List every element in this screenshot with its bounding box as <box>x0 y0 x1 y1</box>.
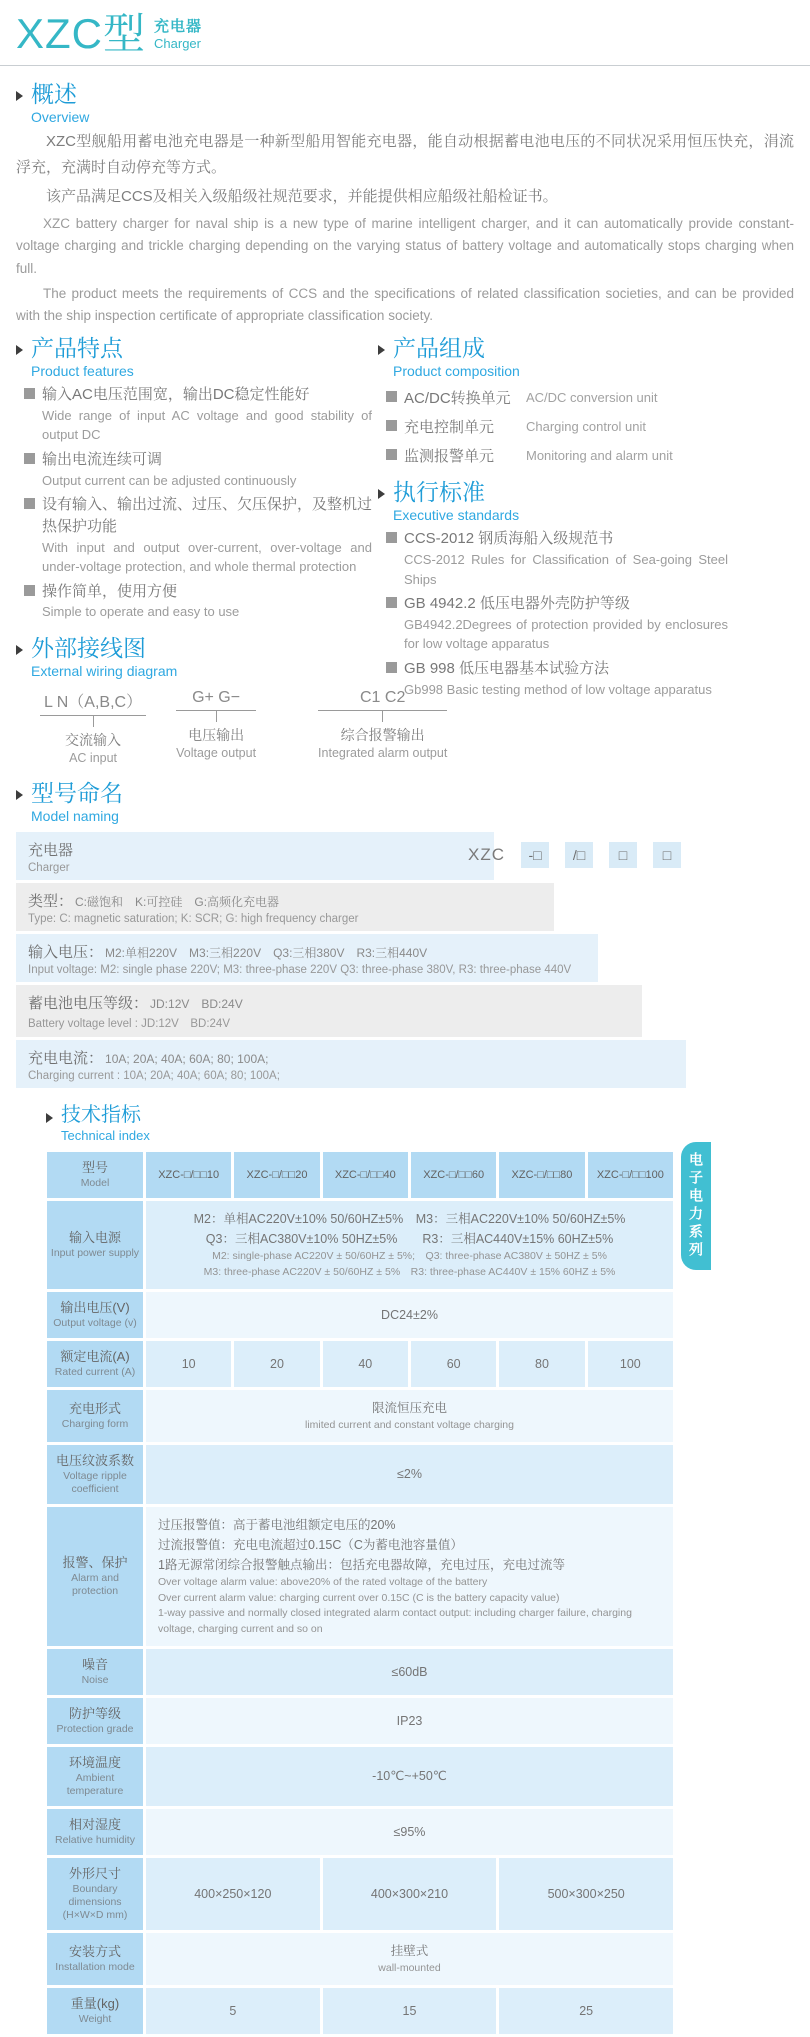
tech-row-label-en: Input power supply <box>50 1247 140 1260</box>
tech-row-label-cn: 安装方式 <box>68 1944 121 1960</box>
tech-row-label-en: Output voltage (v) <box>53 1316 137 1329</box>
overview-heading-en: Overview <box>31 109 90 126</box>
bullet-square-icon <box>386 597 397 608</box>
tech-row-label <box>47 1858 143 1930</box>
tech-cell-text-cn: 80 <box>535 1356 549 1371</box>
standard-cn-line <box>386 528 728 550</box>
standard-item <box>386 593 728 654</box>
feature-en-text: Output current can be adjusted continuously <box>42 472 297 488</box>
tech-table-body <box>47 1152 673 2034</box>
feature-cn-text: 输出电流连续可调 <box>42 450 163 468</box>
feature-cn-line <box>24 449 372 471</box>
tech-table-cell <box>234 1152 319 1198</box>
right-column <box>378 336 728 765</box>
tech-table-cell <box>499 1988 673 2034</box>
wiring-terminal <box>176 689 256 760</box>
tech-row-label <box>47 1988 143 2034</box>
naming-label-cn: 充电器 <box>28 842 74 860</box>
naming-heading-cn: 型号命名 <box>31 780 123 807</box>
tech-row-label <box>47 1747 143 1806</box>
tech-row-label-en: Installation mode <box>55 1961 135 1974</box>
bullet-square-icon <box>24 453 35 464</box>
tech-table-cell <box>146 1507 673 1646</box>
features-heading-cn: 产品特点 <box>31 334 123 361</box>
standard-item <box>386 528 728 589</box>
standard-item <box>386 658 728 699</box>
section-marker-icon <box>16 91 23 101</box>
tech-row-label-cn: 外形尺寸 <box>68 1866 121 1882</box>
terminal-label-cn: 电压输出 <box>188 727 245 744</box>
overview-paragraph: 该产品满足CCS及相关入级船级社规范要求，并能提供相应船级社船检证书。 <box>46 187 558 205</box>
standards-heading-en: Executive standards <box>393 507 520 524</box>
model-code-row <box>468 842 681 868</box>
tech-cell-text-cn: ≤60dB <box>391 1664 428 1679</box>
naming-detail-cn: M2:单相220V M3:三相220V Q3:三相380V R3:三相440V <box>105 946 428 961</box>
naming-row-line <box>28 839 482 860</box>
tech-table-cell <box>146 1649 673 1695</box>
composition-en-text: Monitoring and alarm unit <box>526 448 673 464</box>
naming-detail-cn: 10A; 20A; 40A; 60A; 80; 100A; <box>105 1052 269 1067</box>
features-heading-en: Product features <box>31 363 134 380</box>
tech-table-cell <box>499 1858 673 1930</box>
tech-table-cell <box>323 1988 497 2034</box>
naming-detail-cn: JD:12V BD:24V <box>150 997 243 1012</box>
section-tech-heading <box>46 1104 810 1143</box>
tech-row-label-cn: 充电形式 <box>68 1400 121 1416</box>
feature-en-text: Simple to operate and easy to use <box>42 604 240 620</box>
tech-row-label-en: Charging form <box>61 1417 129 1430</box>
feature-cn-text: 输入AC电压范围宽，输出DC稳定性能好 <box>42 386 310 404</box>
tech-table-row <box>47 1341 673 1387</box>
bullet-square-icon <box>24 498 35 509</box>
tech-row-label-cn: 报警、保护 <box>62 1554 128 1570</box>
tech-table-cell <box>146 1988 320 2034</box>
tech-row-label-en: Alarm and protection <box>71 1571 119 1597</box>
tech-table-cell <box>146 1341 231 1387</box>
section-marker-icon <box>16 645 23 655</box>
tech-cell-text-cn: IP23 <box>396 1713 423 1728</box>
tech-table-row <box>47 1507 673 1646</box>
tech-cell-text-cn: 过流报警值：充电电流超过0.15C（C为蓄电池容量值） <box>158 1537 463 1552</box>
bullet-square-icon <box>24 388 35 399</box>
terminal-code: G+ G− <box>176 689 256 711</box>
standard-cn-text: GB 998 低压电器基本试验方法 <box>404 659 610 677</box>
tech-cell-text-cn: 500×300×250 <box>547 1887 625 1902</box>
model-code-token: □ <box>609 842 637 868</box>
tech-cell-text-cn: 100 <box>619 1356 641 1371</box>
tech-cell-text-cn: 400×300×210 <box>370 1887 449 1902</box>
naming-label-cn: 蓄电池电压等级： <box>28 995 149 1013</box>
tech-table-cell <box>323 1152 408 1198</box>
tech-table-cell <box>146 1445 673 1504</box>
feature-item <box>24 581 372 622</box>
standards-heading-cn: 执行标准 <box>393 479 485 506</box>
series-side-tab: 电子电力系列 <box>681 1142 711 1270</box>
tech-row-label-cn: 噪音 <box>81 1656 108 1672</box>
overview-heading-cn: 概述 <box>31 81 77 108</box>
standard-cn-text: CCS-2012 钢质海船入级规范书 <box>404 530 614 548</box>
naming-en: Type: C: magnetic saturation; K: SCR; G: high frequency charger <box>28 913 359 926</box>
tech-cell-text-cn: ≤95% <box>393 1825 426 1840</box>
composition-cn-text: 充电控制单元 <box>404 419 495 437</box>
tech-table-cell <box>146 1292 673 1338</box>
section-marker-icon <box>378 345 385 355</box>
tech-table-row <box>47 1649 673 1695</box>
tech-row-label <box>47 1809 143 1855</box>
tech-table-cell <box>146 1809 673 1855</box>
model-naming-row <box>16 883 554 931</box>
feature-cn-text: 操作简单，使用方便 <box>42 582 178 600</box>
naming-detail-cn: C:磁饱和 K:可控硅 G:高频化充电器 <box>75 895 280 910</box>
tech-row-label-en: Rated current (A) <box>54 1365 136 1378</box>
tech-row-label-en: Noise <box>81 1673 109 1686</box>
tech-row-label <box>47 1698 143 1744</box>
tech-cell-text-cn: Q3：三相AC380V±10% 50HZ±5% R3：三相AC440V±15% 60HZ±5% <box>205 1232 614 1247</box>
composition-list <box>378 387 728 466</box>
section-marker-icon <box>378 489 385 499</box>
feature-cn-text: 设有输入、输出过流、过压、欠压保护，及整机过热保护功能 <box>42 496 373 535</box>
tech-row-label <box>47 1390 143 1442</box>
tech-cell-text-cn: XZC-□/□□100 <box>596 1168 664 1181</box>
standards-list <box>378 528 728 699</box>
tech-table-row <box>47 1809 673 1855</box>
tech-cell-text-cn: 挂壁式 <box>390 1944 429 1959</box>
tech-table-cell <box>146 1152 231 1198</box>
composition-cn-line <box>386 387 526 408</box>
terminal-tick-line <box>93 716 94 727</box>
tech-cell-text-cn: XZC-□/□□80 <box>511 1168 573 1181</box>
naming-row-line <box>28 890 542 911</box>
composition-cn-line <box>386 445 526 466</box>
product-name-cn: 充电器 <box>154 18 203 35</box>
wiring-heading-en: External wiring diagram <box>31 663 178 680</box>
tech-table-cell <box>499 1152 584 1198</box>
bullet-square-icon <box>386 532 397 543</box>
tech-table-cell <box>146 1390 673 1442</box>
bullet-square-icon <box>24 585 35 596</box>
naming-row-line <box>28 1047 674 1068</box>
bullet-square-icon <box>386 449 397 460</box>
wiring-heading-cn: 外部接线图 <box>31 634 146 661</box>
tech-cell-text-cn: 限流恒压充电 <box>371 1401 447 1415</box>
composition-item <box>386 387 728 408</box>
tech-cell-text-cn: 1路无源常闭综合报警触点输出：包括充电器故障，充电过压，充电过流等 <box>158 1557 565 1572</box>
tech-heading-en: Technical index <box>61 1128 150 1144</box>
model-naming-row <box>16 985 642 1037</box>
page-header <box>0 0 810 56</box>
tech-cell-text-cn: 40 <box>358 1356 373 1371</box>
section-marker-icon <box>46 1113 53 1123</box>
composition-en-text: AC/DC conversion unit <box>526 390 658 406</box>
composition-heading-en: Product composition <box>393 363 520 380</box>
terminal-tick-line <box>216 711 217 722</box>
naming-label-cn: 输入电压： <box>28 944 104 962</box>
tech-row-label-cn: 防护等级 <box>68 1705 121 1721</box>
model-naming-row <box>16 934 598 982</box>
tech-row-label-en: Ambient temperature <box>66 1771 124 1797</box>
section-composition-heading <box>378 336 728 379</box>
product-title-stack <box>154 15 202 51</box>
terminal-label-en: Voltage output <box>176 746 257 761</box>
tech-row-label-cn: 额定电流(A) <box>60 1348 130 1364</box>
tech-table-row <box>47 1858 673 1930</box>
tech-row-label <box>47 1507 143 1646</box>
tech-cell-text-en: limited current and constant voltage charging <box>305 1419 514 1431</box>
tech-row-label-en: Weight <box>78 2012 112 2025</box>
product-model-title: XZC型 <box>16 10 147 57</box>
tech-cell-text-cn: ≤2% <box>397 1467 422 1482</box>
feature-cn-line <box>24 384 372 406</box>
tech-row-label <box>47 1649 143 1695</box>
tech-table-cell <box>588 1152 673 1198</box>
naming-en: Charger <box>28 862 70 875</box>
tech-row-label-cn: 输出电压(V) <box>60 1299 130 1315</box>
tech-cell-text-cn: M2：单相AC220V±10% 50/60HZ±5% M3：三相AC220V±10% 50/60HZ±5% <box>193 1212 626 1227</box>
naming-heading-en: Model naming <box>31 808 119 825</box>
wiring-terminals <box>40 689 448 766</box>
feature-en-text: Wide range of input AC voltage and good stability of output DC <box>42 407 372 443</box>
tech-cell-text-en: wall-mounted <box>378 1962 441 1975</box>
naming-label-cn: 充电电流： <box>28 1050 104 1068</box>
tech-row-label <box>47 1292 143 1338</box>
terminal-label-cn: 综合报警输出 <box>340 727 425 744</box>
standard-en-text: CCS-2012 Rules for Classification of Sea-going Steel Ships <box>404 552 728 587</box>
composition-cn-line <box>386 416 526 437</box>
composition-item <box>386 445 728 466</box>
tech-cell-text-en: M2: single-phase AC220V ± 50/60HZ ± 5%; Q3: three-phase AC380V ± 50HZ ± 5% <box>212 1250 607 1263</box>
bullet-square-icon <box>386 391 397 402</box>
tech-table-row <box>47 1747 673 1806</box>
tech-table-row <box>47 1152 673 1198</box>
tech-cell-text-cn: XZC-□/□□20 <box>246 1168 308 1181</box>
tech-cell-text-en: Over current alarm value: charging current over 0.15C (C is the battery capacity value) <box>158 1591 560 1604</box>
tech-table-cell <box>146 1698 673 1744</box>
tech-cell-text-cn: 400×250×120 <box>194 1887 272 1902</box>
tech-row-label <box>47 1445 143 1504</box>
section-wiring-heading <box>16 636 372 679</box>
overview-paragraph: The product meets the requirements of CCS and the specifications of related classification societies, and can be provided with the ship inspection certificate of appropriate classification society. <box>16 286 794 324</box>
tech-cell-text-cn: 25 <box>579 2004 594 2019</box>
terminal-label-cn: 交流输入 <box>65 732 122 749</box>
tech-table-cell <box>234 1341 319 1387</box>
composition-item <box>386 416 728 437</box>
bullet-square-icon <box>386 420 397 431</box>
tech-table-row <box>47 1933 673 1985</box>
terminal-label-en: Integrated alarm output <box>318 746 448 761</box>
tech-cell-text-cn: 过压报警值：高于蓄电池组额定电压的20% <box>158 1517 396 1532</box>
tech-table-row <box>47 1698 673 1744</box>
tech-table-cell <box>146 1933 673 1985</box>
naming-en: Charging current : 10A; 20A; 40A; 60A; 80; 100A; <box>28 1070 280 1083</box>
tech-table-cell <box>323 1858 497 1930</box>
model-naming-diagram <box>16 832 716 1088</box>
tech-table-cell <box>411 1341 496 1387</box>
tech-row-label-en: Model <box>80 1177 110 1190</box>
feature-cn-line <box>24 581 372 603</box>
header-divider <box>0 65 810 66</box>
wiring-terminal <box>40 689 146 765</box>
tech-row-label-cn: 重量(kg) <box>70 1996 120 2012</box>
composition-cn-text: 监测报警单元 <box>404 448 495 466</box>
tech-cell-text-en: M3: three-phase AC220V ± 50/60HZ ± 5% R3: three-phase AC440V ± 15% 60HZ ± 5% <box>203 1266 616 1279</box>
tech-row-label-en: Boundary dimensions (H×W×D mm) <box>62 1882 128 1922</box>
model-naming-rows <box>16 832 716 1088</box>
tech-cell-text-cn: 10 <box>181 1356 196 1371</box>
naming-en: Input voltage: M2: single phase 220V; M3: three-phase 220V Q3: three-phase 380V, R3: three-phase 440V <box>28 964 572 977</box>
feature-item <box>24 384 372 445</box>
naming-row-line <box>28 941 586 962</box>
tech-row-label <box>47 1341 143 1387</box>
tech-table-row <box>47 1390 673 1442</box>
tech-heading-cn: 技术指标 <box>61 1104 141 1127</box>
standard-cn-text: GB 4942.2 低压电器外壳防护等级 <box>404 595 630 613</box>
tech-row-label-cn: 型号 <box>81 1160 108 1176</box>
tech-table-cell <box>146 1858 320 1930</box>
tech-table-cell <box>146 1747 673 1806</box>
standard-cn-line <box>386 658 728 680</box>
tech-index-table <box>44 1149 676 2037</box>
feature-cn-line <box>24 494 372 538</box>
bullet-square-icon <box>386 662 397 673</box>
naming-row-line <box>28 992 630 1013</box>
naming-label-cn: 类型： <box>28 893 74 911</box>
model-code-token: /□ <box>565 842 593 868</box>
tech-table-row <box>47 1201 673 1289</box>
terminal-label-en: AC input <box>69 751 118 766</box>
standard-cn-line <box>386 593 728 615</box>
section-overview-heading <box>16 82 810 125</box>
model-naming-row <box>16 832 494 880</box>
tech-row-label-en: Protection grade <box>56 1722 134 1735</box>
tech-table-row <box>47 1988 673 2034</box>
composition-heading-cn: 产品组成 <box>393 334 485 361</box>
model-code-token: □ <box>653 842 681 868</box>
tech-table-cell <box>499 1341 584 1387</box>
feature-en-text: With input and output over-current, over-voltage and under-voltage protection, and whole thermal protection <box>42 539 372 575</box>
tech-table-row <box>47 1445 673 1504</box>
terminal-code: C1 C2 <box>318 689 447 711</box>
product-name-en: Charger <box>154 36 201 51</box>
model-code-prefix: XZC <box>468 845 505 865</box>
tech-cell-text-cn: DC24±2% <box>381 1307 438 1322</box>
tech-cell-text-cn: 60 <box>446 1356 461 1371</box>
tech-cell-text-cn: XZC-□/□□10 <box>158 1168 220 1181</box>
terminal-code: L N（A,B,C） <box>40 689 146 716</box>
tech-table-row <box>47 1292 673 1338</box>
tech-cell-text-cn: XZC-□/□□60 <box>423 1168 485 1181</box>
tech-table-cell <box>411 1152 496 1198</box>
feature-item <box>24 494 372 577</box>
tech-row-label-cn: 输入电源 <box>68 1230 121 1246</box>
feature-item <box>24 449 372 490</box>
tech-table-cell <box>588 1341 673 1387</box>
tech-cell-text-cn: 20 <box>270 1356 284 1371</box>
tech-cell-text-cn: 15 <box>402 2004 417 2019</box>
tech-cell-text-cn: -10℃~+50℃ <box>372 1769 447 1784</box>
overview-paragraph: XZC battery charger for naval ship is a new type of marine intelligent charger, and it can automatically provide constant-voltage charging and trickle charging depending on the varying status of battery voltage and automatically stops charging when full. <box>16 215 794 276</box>
features-list <box>16 384 372 622</box>
standard-en-text: Gb998 Basic testing method of low voltage apparatus <box>404 681 712 697</box>
overview-paragraph: XZC型舰船用蓄电池充电器是一种新型船用智能充电器，能自动根据蓄电池电压的不同状况采用恒压快充，涓流浮充，充满时自动停充等方式。 <box>16 133 794 177</box>
tech-row-label-en: Relative humidity <box>55 1833 135 1846</box>
overview-paragraphs <box>16 129 794 327</box>
composition-en-text: Charging control unit <box>526 419 646 435</box>
tech-table-cell <box>323 1341 408 1387</box>
section-features-heading <box>16 336 372 379</box>
naming-en: Battery voltage level : JD:12V BD:24V <box>28 1018 230 1031</box>
section-marker-icon <box>16 790 23 800</box>
tech-row-label-cn: 电压纹波系数 <box>55 1452 134 1468</box>
tech-row-label <box>47 1201 143 1289</box>
tech-row-label-cn: 相对湿度 <box>68 1817 121 1833</box>
tech-row-label <box>47 1933 143 1985</box>
tech-cell-text-cn: 5 <box>229 2004 237 2019</box>
tech-cell-text-en: 1-way passive and normally closed integrated alarm contact output: including charger failure, charging voltage, charging current and so on <box>158 1607 632 1636</box>
model-naming-row <box>16 1040 686 1088</box>
model-code-token: -□ <box>521 842 549 868</box>
standard-en-text: GB4942.2Degrees of protection provided by enclosures for low voltage apparatus <box>404 616 728 652</box>
tech-row-label-en: Voltage ripple coefficient <box>63 1469 127 1495</box>
two-column-area <box>0 336 810 765</box>
tech-row-label <box>47 1152 143 1198</box>
tech-table-cell <box>146 1201 673 1289</box>
section-marker-icon <box>16 345 23 355</box>
tech-row-label-cn: 环境温度 <box>68 1754 121 1770</box>
composition-cn-text: AC/DC转换单元 <box>404 390 511 408</box>
tech-cell-text-en: Over voltage alarm value: above20% of the rated voltage of the battery <box>158 1575 488 1588</box>
tech-cell-text-cn: XZC-□/□□40 <box>334 1168 396 1181</box>
section-standards-heading <box>378 480 728 523</box>
section-naming-heading <box>16 781 810 824</box>
